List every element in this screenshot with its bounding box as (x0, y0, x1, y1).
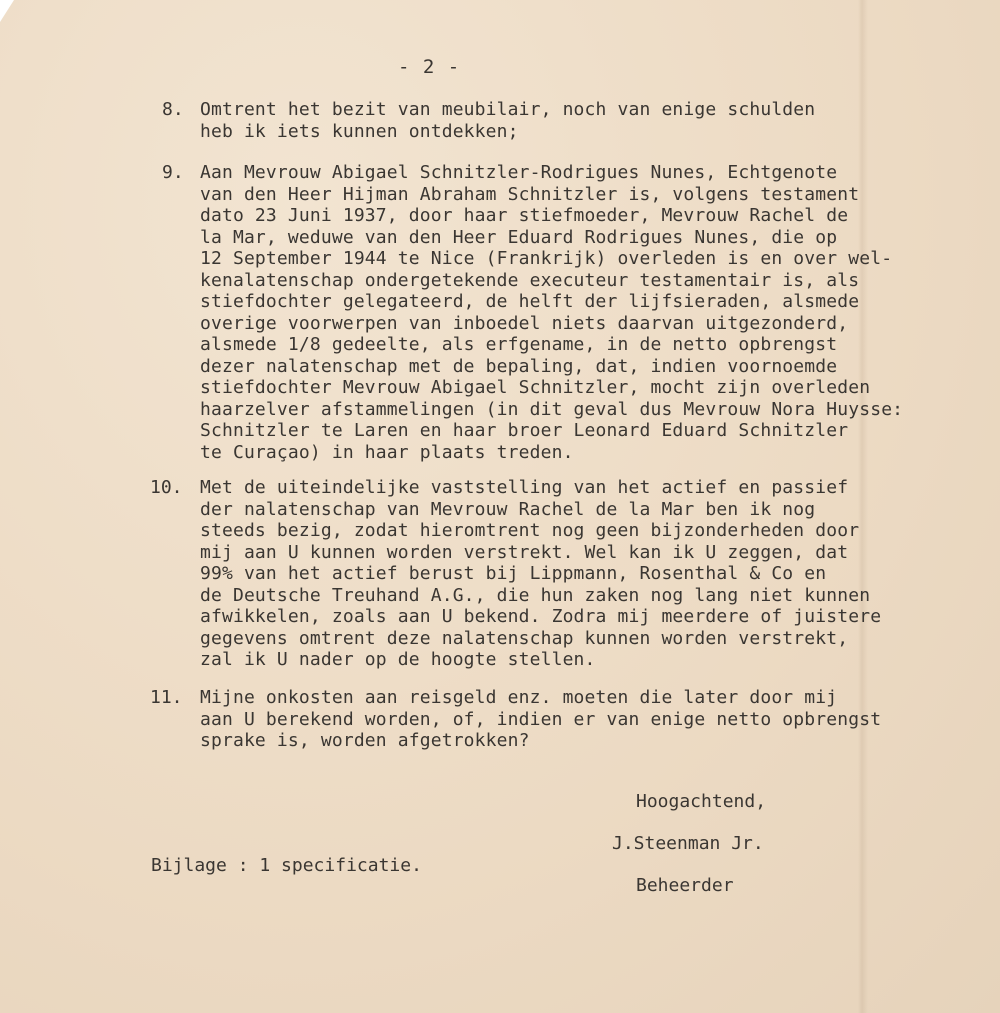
page-number: - 2 - (398, 56, 461, 78)
text-line: overige voorwerpen van inboedel niets daarvan uitgezonderd, (200, 312, 849, 334)
paragraph-body (200, 477, 990, 671)
text-line: steeds bezig, zodat hieromtrent nog geen bijzonderheden door (200, 520, 860, 541)
text-line: 12 September 1944 te Nice (Frankrijk) overleden is en over wel- (200, 248, 893, 269)
text-line: gegevens omtrent deze nalatenschap kunnen worden verstrekt, (200, 627, 849, 649)
text-line: la Mar, weduwe van den Heer Eduard Rodrigues Nunes, die op (200, 226, 838, 248)
paragraph-body (200, 99, 990, 142)
paragraph-number: 10. (150, 477, 183, 498)
text-line: stiefdochter Mevrouw Abigael Schnitzler, mocht zijn overleden (200, 377, 871, 398)
text-line: Omtrent het bezit van meubilair, noch van enige schulden (200, 99, 816, 120)
text-line: zal ik U nader op de hoogte stellen. (200, 649, 596, 670)
text-line: heb ik iets kunnen ontdekken; (200, 120, 519, 142)
text-line: Mijne onkosten aan reisgeld enz. moeten die later door mij (200, 687, 838, 708)
signature-position: Beheerder (636, 875, 734, 896)
text-line: kenalatenschap ondergetekende executeur testamentair is, als (200, 269, 860, 291)
paragraph-body (200, 162, 990, 463)
text-line: stiefdochter gelegateerd, de helft der lijfsieraden, alsmede (200, 291, 860, 312)
text-line: haarzelver afstammelingen (in dit geval dus Mevrouw Nora Huysse: (200, 398, 904, 420)
attachment-note: Bijlage : 1 specificatie. (151, 855, 422, 876)
text-line: 99% van het actief berust bij Lippmann, Rosenthal & Co en (200, 563, 827, 584)
paragraph-number: 11. (150, 687, 183, 708)
text-line: Aan Mevrouw Abigael Schnitzler-Rodrigues Nunes, Echtgenote (200, 162, 838, 183)
text-line: sprake is, worden afgetrokken? (200, 730, 530, 751)
text-line: der nalatenschap van Mevrouw Rachel de la Mar ben ik nog (200, 498, 816, 520)
paragraph-number: 9. (162, 162, 184, 183)
closing-greeting: Hoogachtend, (636, 791, 767, 812)
text-line: afwikkelen, zoals aan U bekend. Zodra mij meerdere of juistere (200, 606, 882, 627)
text-line: van den Heer Hijman Abraham Schnitzler is, volgens testament (200, 183, 860, 205)
text-line: mij aan U kunnen worden verstrekt. Wel kan ik U zeggen, dat (200, 541, 849, 563)
text-line: Met de uiteindelijke vaststelling van het actief en passief (200, 477, 849, 498)
text-line: de Deutsche Treuhand A.G., die hun zaken nog lang niet kunnen (200, 584, 871, 606)
text-line: Schnitzler te Laren en haar broer Leonard Eduard Schnitzler (200, 420, 849, 441)
paragraph-number: 8. (162, 99, 184, 120)
text-line: dezer nalatenschap met de bepaling, dat, indien voornoemde (200, 355, 838, 377)
paragraph-body (200, 687, 990, 752)
text-line: aan U berekend worden, of, indien er van enige netto opbrengst (200, 708, 882, 730)
text-line: te Curaçao) in haar plaats treden. (200, 441, 574, 463)
text-line: alsmede 1/8 gedeelte, als erfgename, in de netto opbrengst (200, 334, 838, 355)
text-line: dato 23 Juni 1937, door haar stiefmoeder, Mevrouw Rachel de (200, 205, 849, 226)
signature-name: J.Steenman Jr. (612, 833, 764, 854)
